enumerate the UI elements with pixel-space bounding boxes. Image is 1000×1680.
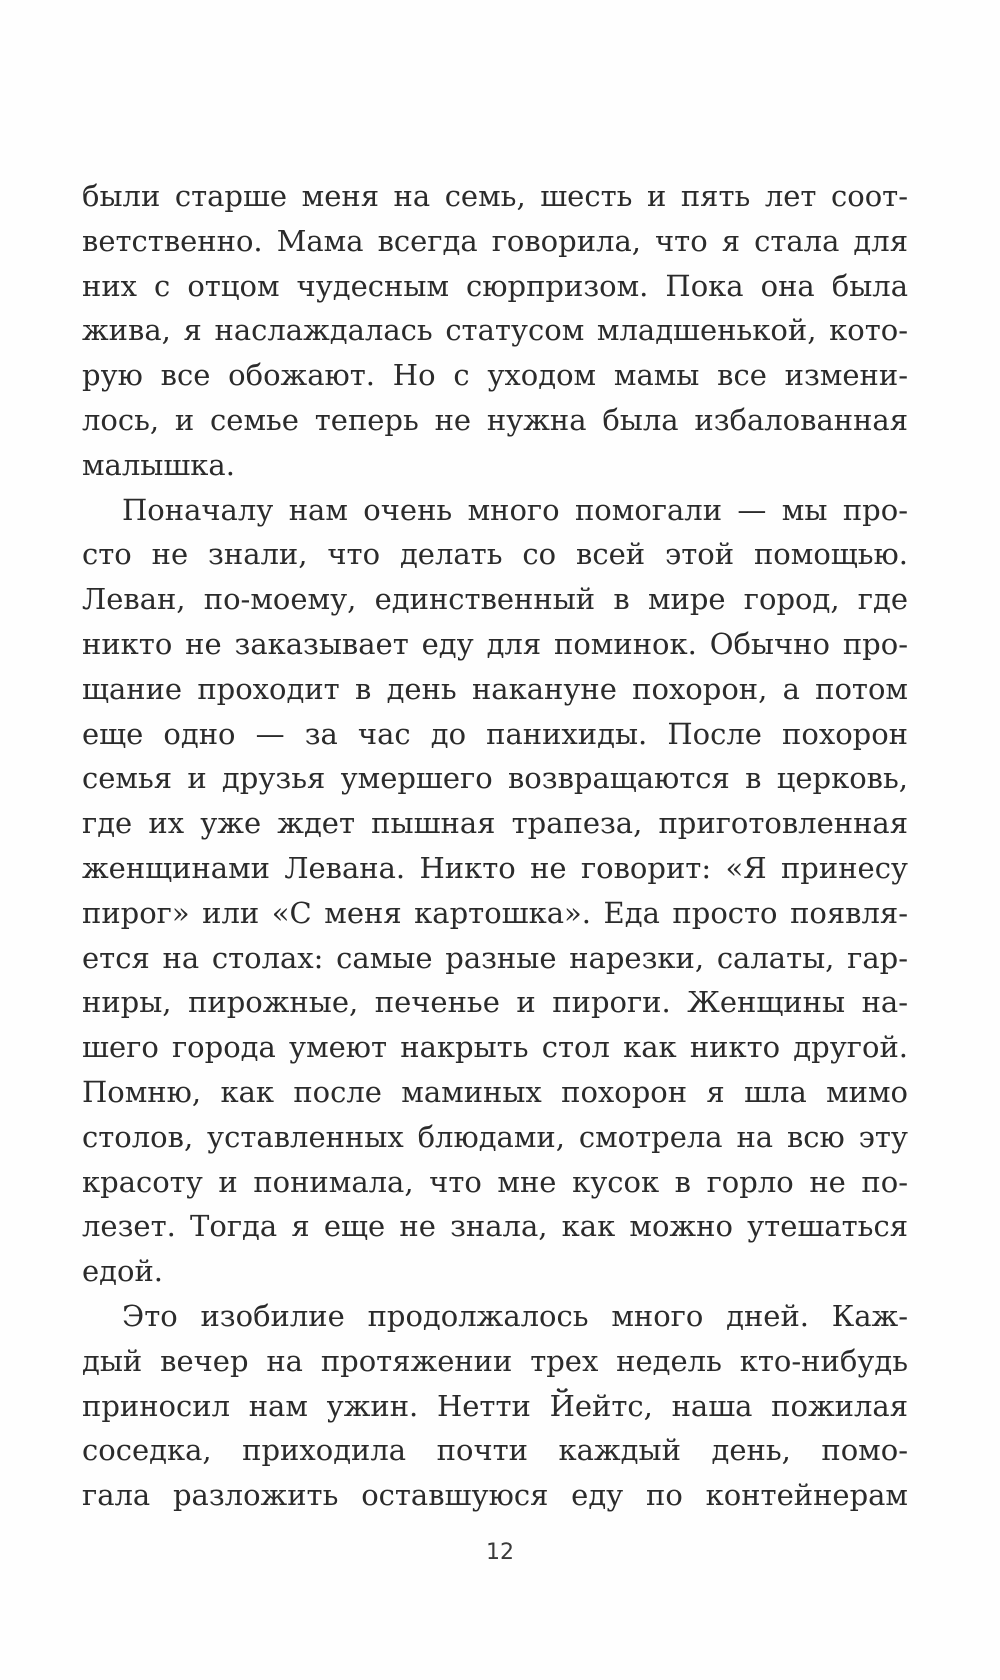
text-line: ветственно. Мама всегда говорила, что я стала для — [82, 223, 908, 258]
paragraph — [82, 1294, 908, 1518]
text-line: рую все обожают. Но с уходом мамы все измени- — [82, 358, 908, 393]
text-line: сто не знали, что делать со всей этой помощью. — [82, 537, 908, 572]
text-line: жива, я наслаждалась статусом младшенькой, кото- — [82, 313, 908, 348]
text-line: столов, уставленных блюдами, смотрела на всю эту — [82, 1119, 908, 1154]
paragraph — [82, 488, 908, 1294]
text-line: гала разложить оставшуюся еду по контейнерам — [82, 1478, 908, 1513]
text-line: Помню, как после маминых похорон я шла мимо — [82, 1074, 908, 1109]
text-line: были старше меня на семь, шесть и пять лет соот- — [82, 179, 908, 213]
text-line: лезет. Тогда я еще не знала, как можно утешаться — [82, 1209, 908, 1244]
text-line: соседка, приходила почти каждый день, помо- — [82, 1433, 908, 1468]
text-line: Поначалу нам очень много помогали — мы про- — [122, 492, 908, 527]
text-line: ниры, пирожные, печенье и пироги. Женщины на- — [82, 985, 908, 1020]
text-line: щание проходит в день накануне похорон, а потом — [82, 671, 908, 706]
paragraph — [82, 174, 908, 488]
text-line: шего города умеют накрыть стол как никто другой. — [82, 1030, 908, 1065]
text-line: еще одно — за час до панихиды. После похорон — [82, 716, 908, 751]
text-line: пирог» или «С меня картошка». Еда просто появля- — [82, 895, 908, 930]
text-line: женщинами Левана. Никто не говорит: «Я принесу — [82, 850, 908, 885]
text-line: красоту и понимала, что мне кусок в горло не по- — [82, 1164, 908, 1199]
text-line: где их уже ждет пышная трапеза, приготовленная — [82, 806, 908, 841]
text-line: ется на столах: самые разные нарезки, салаты, гар- — [82, 940, 908, 975]
page-number: 12 — [486, 1540, 514, 1565]
text-line: них с отцом чудесным сюрпризом. Пока она была — [82, 268, 908, 303]
text-line: малышка. — [82, 447, 235, 482]
text-line: Это изобилие продолжалось много дней. Каж- — [122, 1298, 908, 1333]
text-line: дый вечер на протяжении трех недель кто-нибудь — [82, 1343, 908, 1378]
text-line: приносил нам ужин. Нетти Йейтс, наша пожилая — [82, 1388, 908, 1423]
body-text — [82, 174, 908, 1518]
text-line: семья и друзья умершего возвращаются в церковь, — [82, 761, 908, 796]
text-line: Леван, по-моему, единственный в мире город, где — [82, 582, 908, 617]
text-line: никто не заказывает еду для поминок. Обычно про- — [82, 626, 908, 661]
text-line: едой. — [82, 1254, 164, 1289]
text-line: лось, и семье теперь не нужна была избалованная — [82, 402, 908, 437]
